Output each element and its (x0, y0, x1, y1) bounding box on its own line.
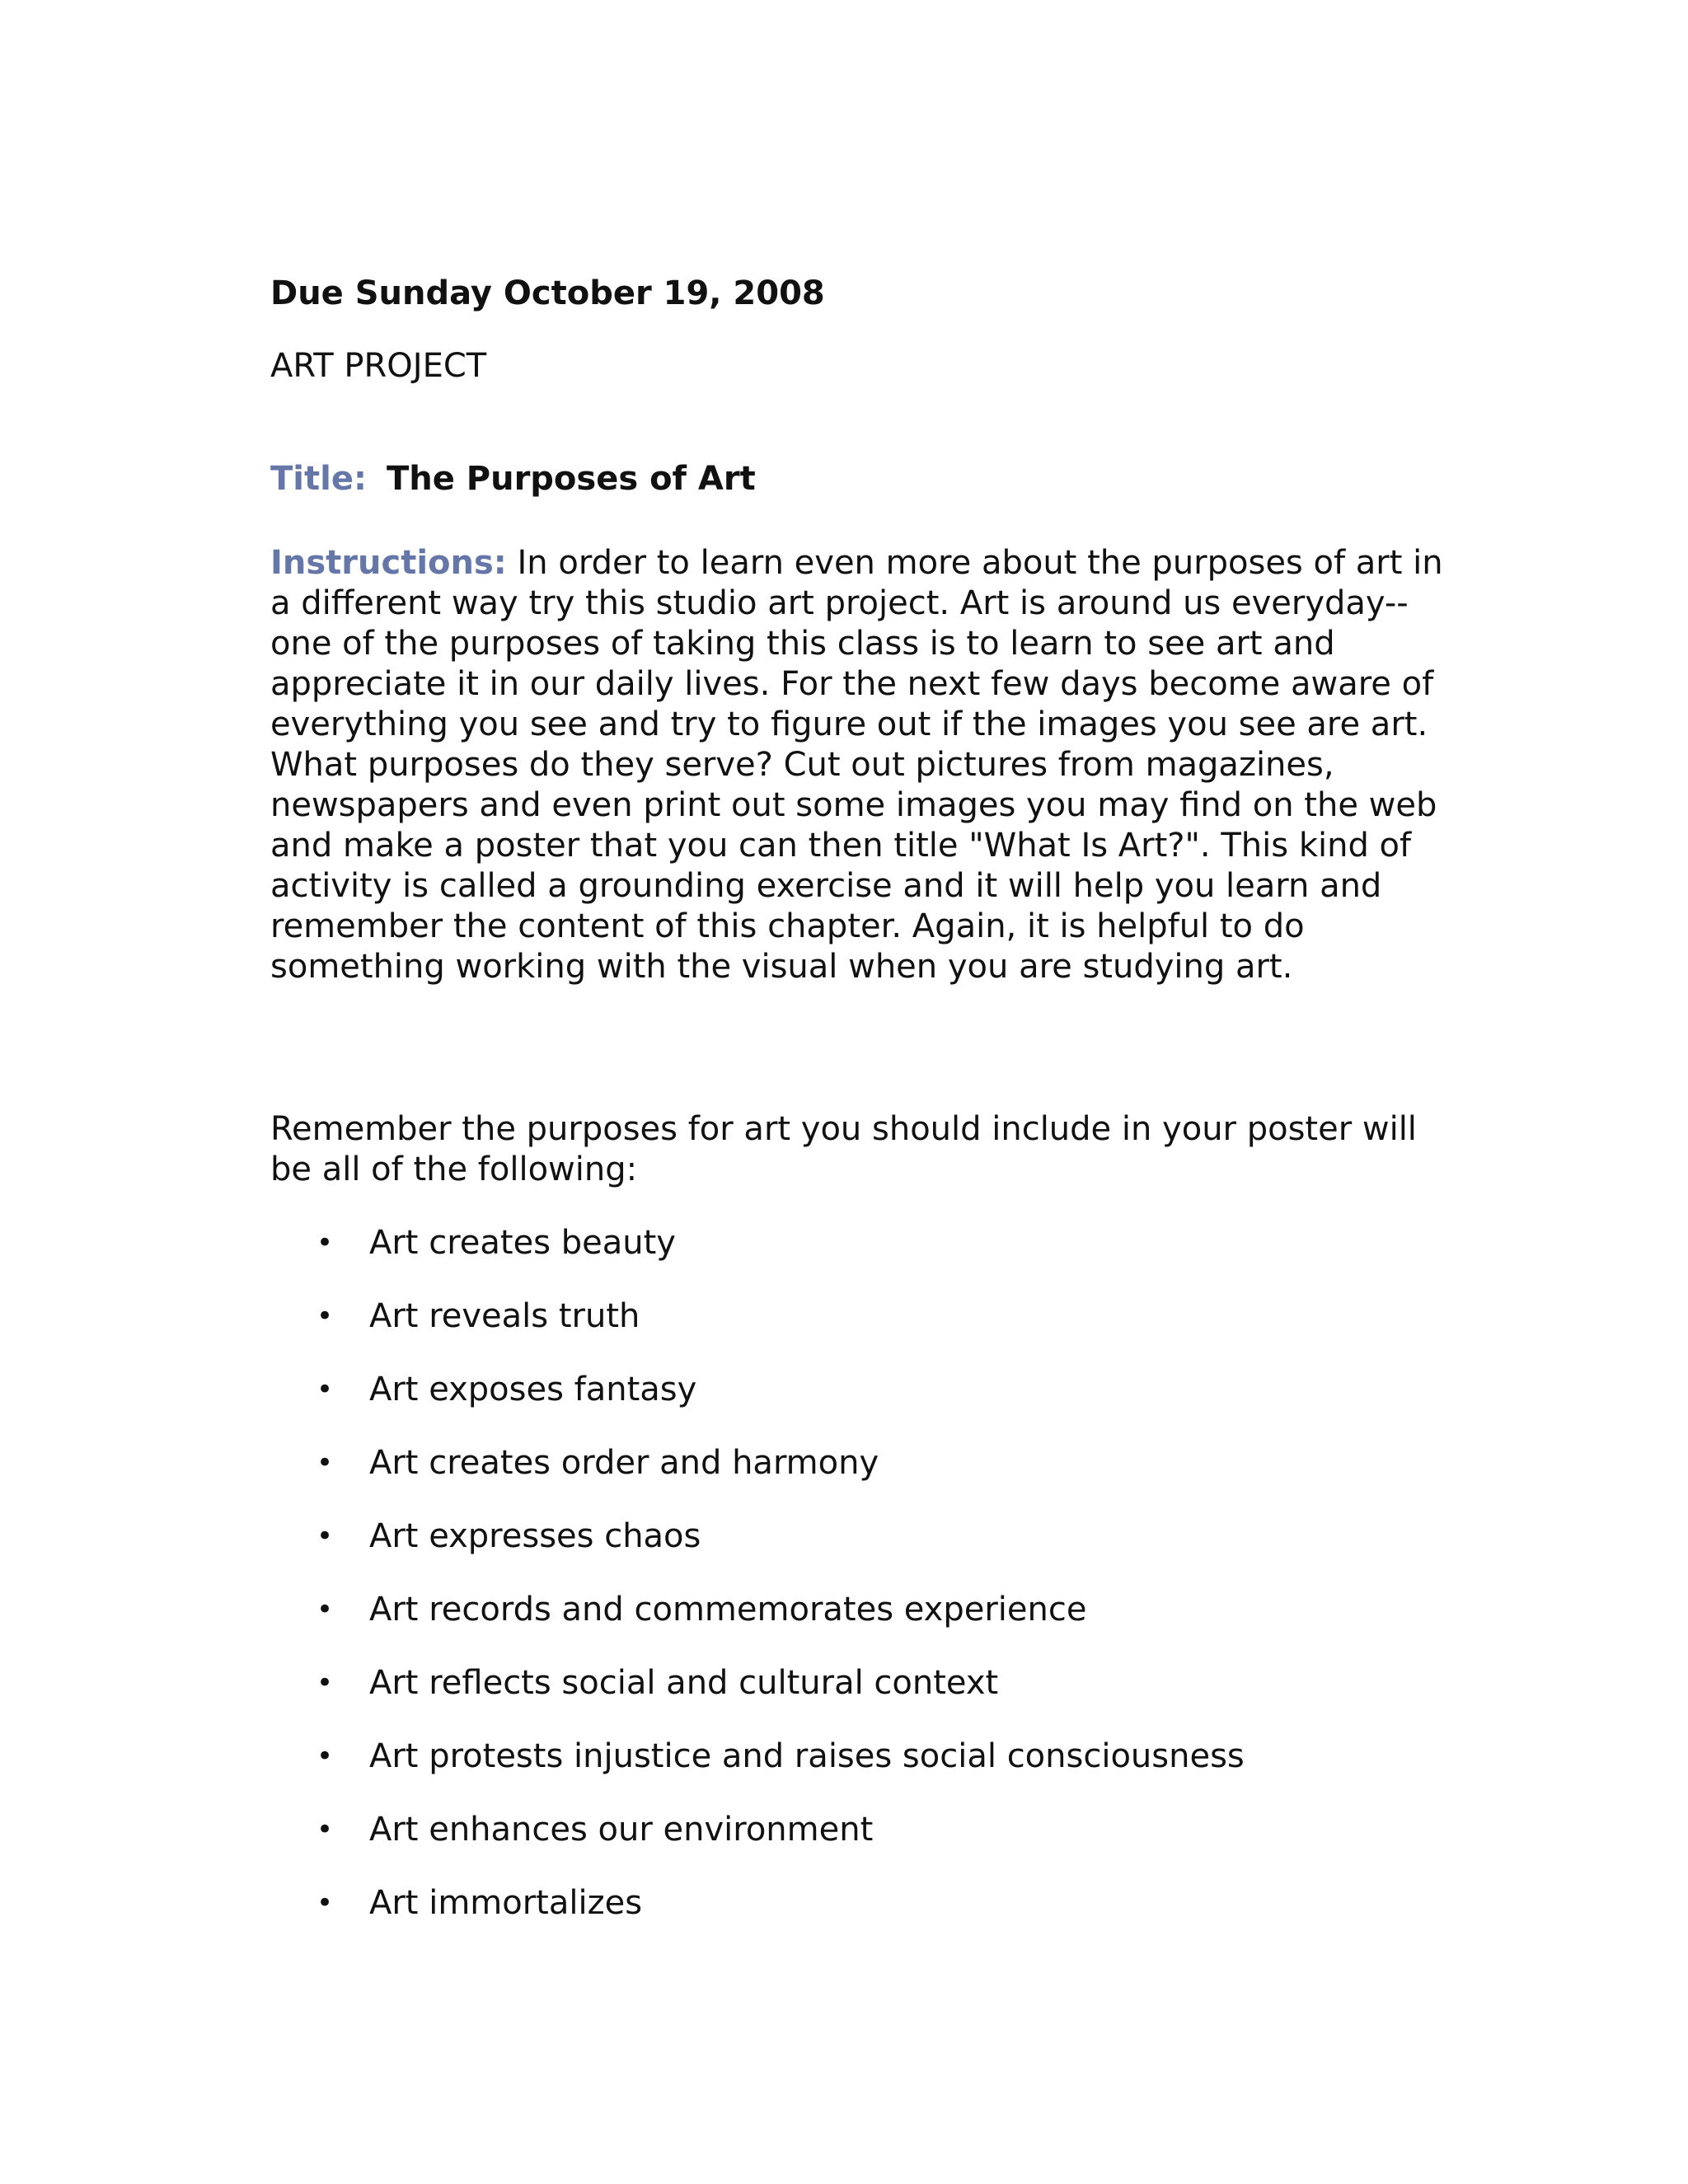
list-item-text: Art immortalizes (369, 1884, 643, 1922)
bullet-icon: • (316, 1373, 334, 1406)
purposes-list (270, 1221, 1457, 1924)
list-item-text: Art protests injustice and raises social consciousness (369, 1737, 1245, 1775)
bullet-icon: • (316, 1446, 334, 1479)
bullet-icon: • (316, 1886, 334, 1919)
list-item (270, 1808, 1457, 1851)
bullet-icon: • (316, 1813, 334, 1846)
list-item-text: Art reveals truth (369, 1297, 640, 1335)
bullet-icon: • (316, 1300, 334, 1333)
remember-paragraph: Remember the purposes for art you should include in your poster will be all of the following: (270, 1110, 1417, 1188)
list-item (270, 1441, 1457, 1484)
list-item (270, 1295, 1457, 1338)
list-item (270, 1588, 1457, 1631)
list-item (270, 1661, 1457, 1704)
list-item (270, 1735, 1457, 1778)
bullet-icon: • (316, 1226, 334, 1259)
list-item (270, 1515, 1457, 1558)
list-item-text: Art records and commemorates experience (369, 1591, 1087, 1629)
instructions-label: Instructions: (270, 544, 507, 582)
list-item-text: Art creates order and harmony (369, 1444, 879, 1482)
bullet-icon: • (316, 1593, 334, 1626)
title-line (270, 457, 1457, 500)
list-item-text: Art creates beauty (369, 1224, 676, 1262)
list-item (270, 1882, 1457, 1924)
bullet-icon: • (316, 1740, 334, 1773)
due-date-heading: Due Sunday October 19, 2008 (270, 274, 825, 312)
list-item (270, 1221, 1457, 1264)
list-item-text: Art enhances our environment (369, 1811, 874, 1849)
project-heading: ART PROJECT (270, 347, 487, 385)
bullet-icon: • (316, 1666, 334, 1699)
instructions-body: In order to learn even more about the purposes of art in a different way try this studio art project. Art is around us everyday--one of the purposes of taking this class is to learn to see art and appreciate it in our daily lives. For the next few days become aware of everything you see and try to figure out if the images you see are art. What purposes do they serve? Cut out pictures from magazines, newspapers and even print out some images you may find on the web and make a poster that you can then title "What Is Art?". This kind of activity is called a grounding exercise and it will help you learn and remember the content of this chapter. Again, it is helpful to do something working with the visual when you are studying art. (270, 544, 1443, 986)
document-page (270, 272, 1457, 1955)
title-label: Title: (270, 460, 367, 498)
title-text: The Purposes of Art (386, 460, 756, 498)
list-item (270, 1368, 1457, 1411)
instructions-paragraph (270, 543, 1457, 987)
bullet-icon: • (316, 1520, 334, 1553)
list-item-text: Art expresses chaos (369, 1517, 701, 1555)
list-item-text: Art exposes fantasy (369, 1371, 697, 1408)
list-item-text: Art reflects social and cultural context (369, 1664, 999, 1702)
